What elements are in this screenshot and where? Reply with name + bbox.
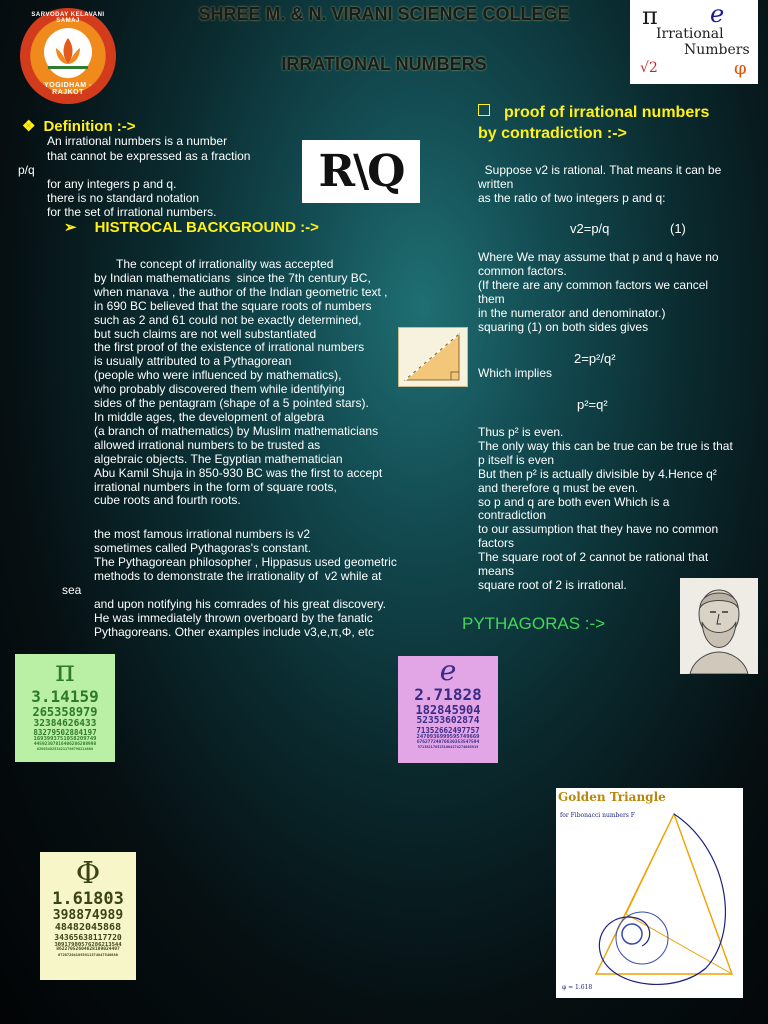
history-p3-line: Pythagoreans. Other examples include v3,e,π,Φ, etc [94,624,374,639]
proof-conclusion [478,426,733,593]
pythagoras-portrait [680,578,758,674]
proof-middle-line: squaring (1) on both sides gives [478,319,649,334]
golden-triangle-title: Golden Triangle [558,790,666,804]
pi-digit-row: 62803482534211706798214808 [36,746,94,751]
golden-triangle-footer: φ ≈ 1.618 [562,984,593,991]
e-card-symbol: e [439,656,457,687]
proof-middle-line: common factors. [478,263,567,278]
logo-bottom-text: YOGIDHAM - RAJKOT [44,82,92,96]
proof-conclusion-line: to our assumption that they have no common [478,522,719,537]
phi-digit-row: 398874989 [52,907,124,923]
history-heading-text: HISTROCAL BACKGROUND :-> [94,219,319,236]
irrational-numbers-card [630,0,758,84]
triangle-icon [399,328,467,386]
history-p1-line: but such claims are not well substantiated [94,326,317,341]
e-digits-card [398,656,498,763]
history-heading [64,218,319,236]
history-p2-line: sometimes called Pythagoras's constant. [94,540,312,555]
definition-heading-text: Definition :-> [43,118,136,135]
history-p1-line: the first proof of the existence of irrational numbers [94,340,365,355]
phi-digit-row: 34365638117720 [54,932,122,942]
proof-intro-line: written [478,176,514,191]
topic-title: IRRATIONAL NUMBERS [281,54,487,74]
pi-symbol: π [642,2,658,30]
proof-middle-line: Where We may assume that p and q have no [478,250,719,264]
proof-conclusion-line: contradiction [478,508,547,523]
proof-conclusion-line: But then p² is actually divisible by 4.Hence q² [478,466,717,481]
equation-3: p²=q² [577,397,608,412]
phi-digit-row: 1.61803 [52,889,124,910]
right-triangle-illustration [398,327,468,387]
equation-1-number: (1) [670,221,686,236]
phi-digit-row: 30917980576286213544 [54,942,122,949]
definition-line-2: that cannot be expressed as a fraction [47,149,251,163]
pi-digit-row: 3.14159 [31,687,99,707]
proof-intro [478,164,721,206]
history-p1-line: algebraic objects. The Egyptian mathematician [94,451,343,466]
history-p1-line: who probably discovered them while identifying [94,382,345,397]
e-symbol: e [710,0,725,28]
history-p1-line: such as 2 and 61 could not be exactly determined, [94,312,362,327]
proof-conclusion-line: The square root of 2 cannot be rational that [478,550,709,565]
phi-digit-row: 86227052604628189024497 [56,947,120,953]
set-notation-image: R\Q [302,140,420,203]
history-paragraph-1 [94,258,388,508]
phi-digits-card [40,852,136,980]
proof-intro-line: as the ratio of two integers p and q: [478,190,666,205]
definition-heading [22,117,136,135]
pi-digit-row: 44592307816406286208998 [33,741,97,747]
proof-middle [478,251,719,334]
history-p2-line: methods to demonstrate the irrationality of v2 while at [94,568,382,583]
definition-line-6: for the set of irrational numbers. [47,205,217,219]
phi-digit-row: 48482045868 [54,921,122,933]
college-logo [20,8,116,104]
history-p1-line: is usually attributed to a Pythagorean [94,354,292,369]
e-digit-row: 2470936999595749669 [416,733,480,740]
history-p1-line: Abu Kamil Shuja in 850-930 BC was the first to accept [94,465,383,480]
proof-middle-line: in the numerator and denominator.) [478,305,666,320]
phi-digit-row: 072072041893911374847540880 [58,953,118,958]
history-paragraph-2 [94,528,397,584]
proof-conclusion-line: factors [478,536,515,551]
arrow-bullet-icon: ➢ [64,219,77,236]
pi-digit-row: 1693993751058209749 [33,735,97,742]
e-digit-row: 182845904 [415,702,481,717]
history-p1-line: In middle ages, the development of algebra [94,409,325,424]
history-p1-line: (a branch of mathematics) by Muslim mathematicians [94,423,379,438]
proof-conclusion-line: Thus p² is even. [478,425,564,439]
definition-line-4: for any integers p and q. [47,177,177,191]
history-paragraph-3 [94,598,386,640]
e-digit-row: 5713821785251664274274663919 [417,744,479,749]
history-p1-line: The concept of irrationality was accepted [116,257,334,271]
proof-heading [478,104,709,122]
history-p2-wrap: sea [62,583,82,597]
proof-heading-line1: proof of irrational numbers [504,104,710,121]
pythagoras-label: PYTHAGORAS :-> [462,614,606,633]
checkbox-bullet-icon [478,104,490,116]
proof-conclusion-line: The only way this can be true can be true is that [478,438,733,453]
golden-spiral-icon [556,788,743,998]
proof-intro-line: Suppose v2 is rational. That means it can be [478,163,722,177]
equation-2: 2=p²/q² [574,351,616,366]
proof-conclusion-line: and therefore q must be even. [478,480,639,495]
e-digit-row: 67627724076630353547594 [416,739,480,745]
equation-1: v2=p/q [570,221,610,236]
e-digit-row: 2.71828 [414,685,482,705]
history-p1-line: when manava , the author of the Indian geometric text , [94,284,388,299]
history-p1-line: in 690 BC believed that the square roots of numbers [94,298,372,313]
history-p1-line: allowed irrational numbers to be trusted as [94,437,321,452]
pi-card-symbol: π [55,654,75,689]
pi-digit-row: 83279502884197 [33,727,97,737]
which-implies: Which implies [478,366,553,380]
pi-digits-card [15,654,115,762]
history-p1-line: by Indian mathematicians since the 7th century BC, [94,270,371,285]
proof-middle-line: them [478,291,505,306]
history-p3-line: and upon notifying his comrades of his great discovery. [94,597,386,611]
phi-symbol: φ [734,58,747,79]
college-title: SHREE M. & N. VIRANI SCIENCE COLLEGE [198,4,570,24]
pi-digit-row: 265358979 [32,704,98,719]
history-p3-line: He was immediately thrown overboard by the fanatic [94,610,373,625]
history-p1-line: sides of the pentagram (shape of a 5 pointed stars). [94,396,369,411]
proof-middle-line: (If there are any common factors we cancel [478,277,709,292]
pythagoras-bust-icon [680,578,758,674]
proof-conclusion-line: p itself is even [478,452,555,467]
corner-caption-line1: Irrational [656,26,724,42]
history-p1-line: (people who were influenced by mathematics), [94,368,342,383]
e-digit-row: 71352662497757 [416,725,480,735]
history-p1-line: irrational numbers in the form of square roots, [94,479,337,494]
proof-conclusion-line: so p and q are both even Which is a [478,494,670,509]
corner-caption-line2: Numbers [684,42,750,58]
golden-triangle-figure [556,788,743,998]
golden-triangle-subtitle: for Fibonacci numbers F [560,812,635,819]
history-p1-line: cube roots and fourth roots. [94,493,241,508]
proof-conclusion-line: means [478,564,515,579]
diamond-bullet-icon: ❖ [22,118,36,135]
pi-digit-row: 32384626433 [33,717,97,729]
logo-arc-text: SARVODAY KELAVANI SAMAJ [31,12,105,24]
history-p2-line: The Pythagorean philosopher , Hippasus used geometric [94,554,397,569]
proof-conclusion-line: square root of 2 is irrational. [478,577,627,592]
sqrt2-symbol: √2 [640,60,658,76]
definition-line-5: there is no standard notation [47,191,200,205]
phi-card-symbol: Φ [75,856,101,891]
definition-line-3: p/q [18,163,35,177]
history-p2-line: the most famous irrational numbers is v2 [94,527,311,541]
proof-heading-line2: by contradiction :-> [478,125,627,142]
e-digit-row: 52353602874 [416,715,480,727]
definition-line-1: An irrational numbers is a number [47,134,228,148]
